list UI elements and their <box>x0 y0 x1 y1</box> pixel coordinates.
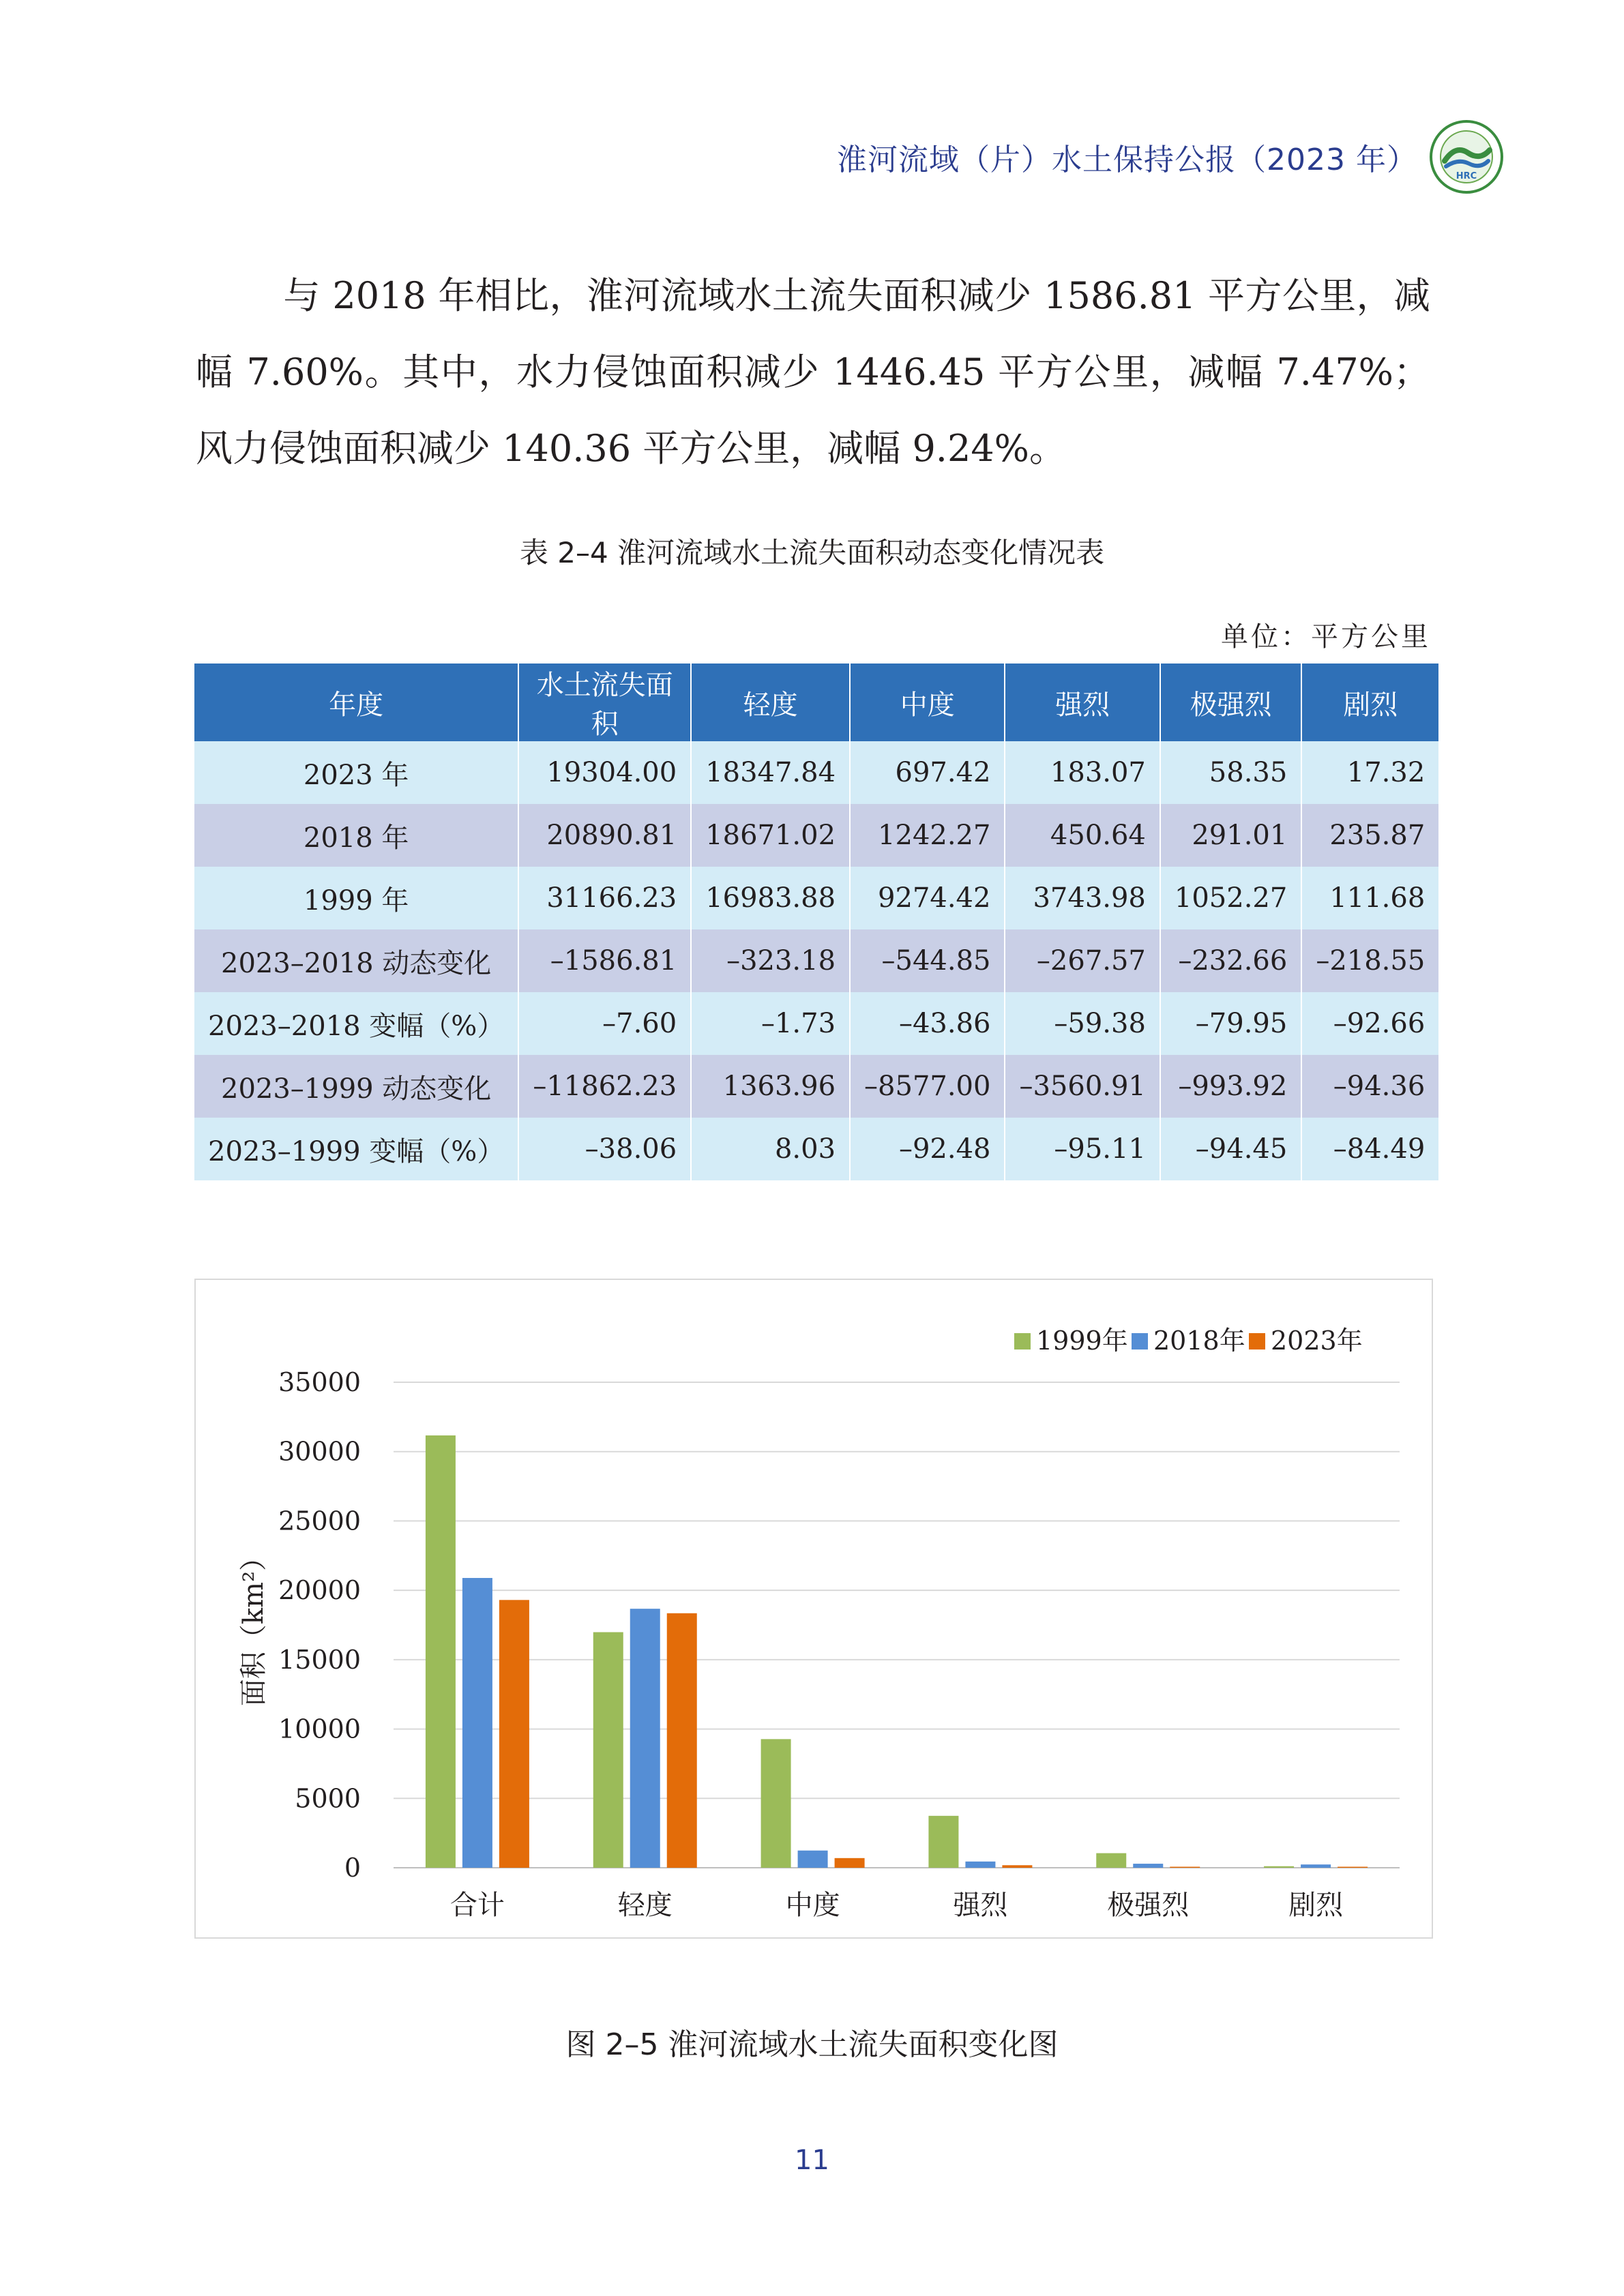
table-cell: –267.57 <box>1005 929 1160 992</box>
bar-2018年-合计 <box>462 1578 492 1868</box>
bar-2018年-轻度 <box>630 1609 660 1868</box>
summary-paragraph <box>196 258 1430 487</box>
table-header-cell: 极强烈 <box>1160 664 1301 741</box>
bar-1999年-强烈 <box>928 1816 958 1868</box>
table-cell: –1586.81 <box>518 929 691 992</box>
page-number: 11 <box>795 2145 829 2176</box>
table-cell: 2023 年 <box>194 741 518 804</box>
table-cell: 1242.27 <box>850 804 1005 867</box>
y-tick-label: 15000 <box>278 1644 361 1675</box>
table-cell: 111.68 <box>1301 867 1438 929</box>
table-cell: –544.85 <box>850 929 1005 992</box>
bar-2023年-强烈 <box>1002 1865 1032 1868</box>
legend-swatch-2023年 <box>1249 1333 1265 1350</box>
table-cell: 235.87 <box>1301 804 1438 867</box>
table-row <box>194 804 1438 867</box>
y-axis-label: 面积（km²） <box>238 1543 269 1707</box>
table-cell: –59.38 <box>1005 992 1160 1055</box>
table-cell: –79.95 <box>1160 992 1301 1055</box>
table-cell: 183.07 <box>1005 741 1160 804</box>
table-cell: –38.06 <box>518 1118 691 1180</box>
figure-caption: 图 2–5 淮河流域水土流失面积变化图 <box>565 2027 1059 2062</box>
table-cell: –7.60 <box>518 992 691 1055</box>
table-cell: 9274.42 <box>850 867 1005 929</box>
table-cell: –323.18 <box>691 929 850 992</box>
bar-chart <box>196 1280 1432 1937</box>
table-cell: 19304.00 <box>518 741 691 804</box>
table-cell: 8.03 <box>691 1118 850 1180</box>
bar-2023年-中度 <box>835 1858 865 1868</box>
table-cell: 1052.27 <box>1160 867 1301 929</box>
table-cell: 58.35 <box>1160 741 1301 804</box>
legend-label: 1999年 <box>1036 1326 1128 1356</box>
table-caption: 表 2–4 淮河流域水土流失面积动态变化情况表 <box>519 536 1105 569</box>
bar-2018年-中度 <box>798 1851 828 1868</box>
table-cell: –218.55 <box>1301 929 1438 992</box>
table-cell: 17.32 <box>1301 741 1438 804</box>
table-header-cell: 年度 <box>194 664 518 741</box>
table-cell: –95.11 <box>1005 1118 1160 1180</box>
table-cell: –43.86 <box>850 992 1005 1055</box>
table-cell: –3560.91 <box>1005 1055 1160 1118</box>
erosion-area-table <box>194 664 1438 1180</box>
chart-container <box>194 1279 1433 1939</box>
table-header-cell: 中度 <box>850 664 1005 741</box>
table-cell: –232.66 <box>1160 929 1301 992</box>
table-row <box>194 867 1438 929</box>
table-cell: 20890.81 <box>518 804 691 867</box>
x-tick-label: 轻度 <box>617 1890 673 1921</box>
table-header-cell: 轻度 <box>691 664 850 741</box>
table-header-cell: 剧烈 <box>1301 664 1438 741</box>
table-cell: 2018 年 <box>194 804 518 867</box>
table-cell: 1363.96 <box>691 1055 850 1118</box>
x-tick-label: 极强烈 <box>1107 1890 1190 1921</box>
bar-2023年-极强烈 <box>1170 1867 1200 1868</box>
table-cell: –94.36 <box>1301 1055 1438 1118</box>
legend-label: 2023年 <box>1271 1326 1363 1356</box>
table-row <box>194 741 1438 804</box>
y-tick-label: 30000 <box>278 1436 361 1467</box>
table-unit: 单位：平方公里 <box>1221 621 1431 653</box>
table-cell: –84.49 <box>1301 1118 1438 1180</box>
x-tick-label: 剧烈 <box>1288 1890 1344 1921</box>
bar-1999年-轻度 <box>593 1632 623 1868</box>
table-cell: 3743.98 <box>1005 867 1160 929</box>
bar-1999年-极强烈 <box>1096 1853 1126 1868</box>
summary-text: 与 2018 年相比，淮河流域水土流失面积减少 1586.81 平方公里，减幅 7.60%。其中，水力侵蚀面积减少 1446.45 平方公里，减幅 7.47%；风力侵蚀面积减少 140.36 平方公里，减幅 9.24%。 <box>196 274 1430 470</box>
x-tick-label: 中度 <box>785 1890 840 1921</box>
table-row <box>194 929 1438 992</box>
table-row <box>194 1118 1438 1180</box>
x-tick-label: 合计 <box>449 1890 505 1921</box>
bar-2018年-极强烈 <box>1133 1864 1163 1868</box>
table-row <box>194 1055 1438 1118</box>
bar-2023年-剧烈 <box>1338 1867 1368 1868</box>
table-cell: 291.01 <box>1160 804 1301 867</box>
hrc-logo-icon <box>1428 119 1505 195</box>
table-cell: 697.42 <box>850 741 1005 804</box>
legend-label: 2018年 <box>1153 1326 1245 1356</box>
bar-2023年-合计 <box>499 1600 529 1868</box>
y-tick-label: 5000 <box>295 1783 361 1814</box>
svg-text:HRC: HRC <box>1456 171 1477 181</box>
table-header-row <box>194 664 1438 741</box>
legend-swatch-2018年 <box>1132 1333 1148 1350</box>
y-tick-label: 25000 <box>278 1506 361 1536</box>
table-cell: 31166.23 <box>518 867 691 929</box>
page-header <box>837 130 1505 184</box>
x-tick-label: 强烈 <box>953 1890 1008 1921</box>
table-cell: 2023–1999 动态变化 <box>194 1055 518 1118</box>
table-cell: 450.64 <box>1005 804 1160 867</box>
y-tick-label: 20000 <box>278 1575 361 1606</box>
table-header-cell: 水土流失面积 <box>518 664 691 741</box>
table-cell: 2023–2018 变幅（%） <box>194 992 518 1055</box>
table-header-cell: 强烈 <box>1005 664 1160 741</box>
table-row <box>194 992 1438 1055</box>
table-cell: 18671.02 <box>691 804 850 867</box>
table-cell: –8577.00 <box>850 1055 1005 1118</box>
table-cell: –92.48 <box>850 1118 1005 1180</box>
table-cell: –993.92 <box>1160 1055 1301 1118</box>
y-tick-label: 0 <box>344 1853 361 1883</box>
table-cell: –92.66 <box>1301 992 1438 1055</box>
legend-swatch-1999年 <box>1014 1333 1031 1350</box>
bar-2018年-强烈 <box>965 1862 995 1868</box>
header-title: 淮河流域（片）水土保持公报（2023 年） <box>837 143 1417 177</box>
y-tick-label: 10000 <box>278 1714 361 1744</box>
table-cell: 18347.84 <box>691 741 850 804</box>
y-tick-label: 35000 <box>278 1367 361 1397</box>
table-cell: –11862.23 <box>518 1055 691 1118</box>
bar-2018年-剧烈 <box>1301 1864 1331 1868</box>
bar-1999年-合计 <box>426 1435 456 1868</box>
bar-1999年-剧烈 <box>1264 1866 1294 1868</box>
table-cell: 16983.88 <box>691 867 850 929</box>
table-cell: –1.73 <box>691 992 850 1055</box>
table-cell: –94.45 <box>1160 1118 1301 1180</box>
table-cell: 2023–2018 动态变化 <box>194 929 518 992</box>
table-cell: 1999 年 <box>194 867 518 929</box>
table-cell: 2023–1999 变幅（%） <box>194 1118 518 1180</box>
bar-1999年-中度 <box>761 1739 791 1868</box>
bar-2023年-轻度 <box>667 1613 697 1868</box>
